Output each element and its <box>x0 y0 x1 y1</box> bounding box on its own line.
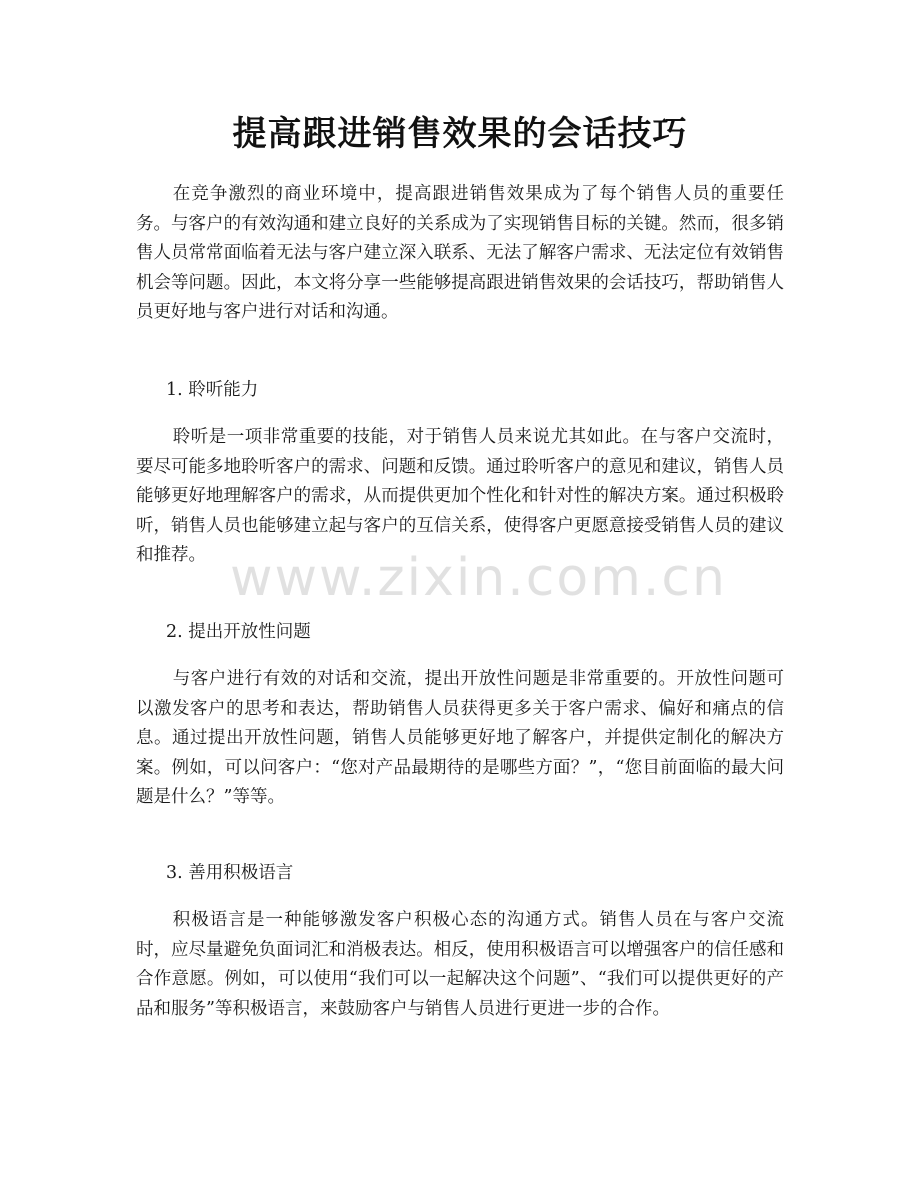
section-body-2: 与客户进行有效的对话和交流，提出开放性问题是非常重要的。开放性问题可以激发客户的思考和表达，帮助销售人员获得更多关于客户需求、偏好和痛点的信息。通过提出开放性问题，销售人员能够更好地了解客户，并提供定制化的解决方案。例如，可以问客户：“您对产品最期待的是哪些方面？”，“您目前面临的最大问题是什么？”等等。 <box>136 669 784 807</box>
section-body-3: 积极语言是一种能够激发客户积极心态的沟通方式。销售人员在与客户交流时，应尽量避免负面词汇和消极表达。相反，使用积极语言可以增强客户的信任感和合作意愿。例如，可以使用“我们可以一起解决这个问题”、“我们可以提供更好的产品和服务”等积极语言，来鼓励客户与销售人员进行更进一步的合作。 <box>136 910 784 1019</box>
document-title: 提高跟进销售效果的会话技巧 <box>232 114 688 154</box>
section-heading-2: 2. 提出开放性问题 <box>166 622 311 642</box>
watermark: www.zixin.com.cn <box>230 548 727 608</box>
section-heading-3: 3. 善用积极语言 <box>166 863 294 883</box>
intro-paragraph: 在竞争激烈的商业环境中，提高跟进销售效果成为了每个销售人员的重要任务。与客户的有效沟通和建立良好的关系成为了实现销售目标的关键。然而，很多销售人员常常面临着无法与客户建立深入联系、无法了解客户需求、无法定位有效销售机会等问题。因此，本文将分享一些能够提高跟进销售效果的会话技巧，帮助销售人员更好地与客户进行对话和沟通。 <box>136 184 784 322</box>
section-heading-1: 1. 聆听能力 <box>166 380 259 400</box>
section-body-1: 聆听是一项非常重要的技能，对于销售人员来说尤其如此。在与客户交流时，要尽可能多地聆听客户的需求、问题和反馈。通过聆听客户的意见和建议，销售人员能够更好地理解客户的需求，从而提供更加个性化和针对性的解决方案。通过积极聆听，销售人员也能够建立起与客户的互信关系，使得客户更愿意接受销售人员的建议和推荐。 <box>136 427 784 565</box>
